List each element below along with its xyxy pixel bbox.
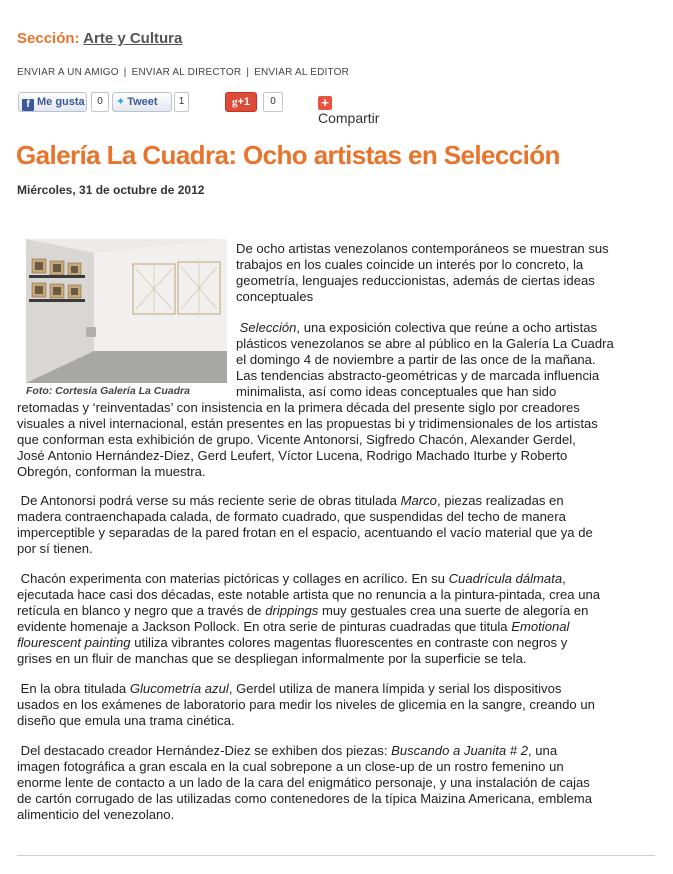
facebook-like-label: Me gusta [37,96,85,108]
footer-divider [17,855,655,856]
facebook-like-count: 0 [91,92,109,112]
share-button[interactable] [318,92,379,126]
section-label: Sección: [17,30,80,47]
section-heading [17,30,182,47]
paragraph-intro: De ocho artistas venezolanos contemporáneos se muestran sus trabajos en los cuales coincide un interés por lo concreto, la geometría, lenguajes reduccionistas, además de ciertas ideas conceptuales [236,241,609,304]
google-plus-label: +1 [237,96,251,108]
gallery-photo [26,239,227,383]
paragraph-hernandez-diez: Del destacado creador Hernández-Diez se exhiben dos piezas: Buscando a Juanita # 2, una imagen fotográfica a gran escala en la cual sobrepone a un close-up de un rostro femenino un enorme lente de contacto a un lado de la cara del enigmático personaje, y una instalación de cajas de cartón corrugado de las utilizadas como contenedores de la típica Maizina Americana, emblema alimenticio del venezolano. [17,743,592,822]
send-links [17,67,349,78]
send-to-friend-link[interactable]: ENVIAR A UN AMIGO [17,67,119,78]
facebook-icon: f [22,99,34,111]
paragraph-chacon: Chacón experimenta con materias pictóricas y collages en acrílico. En su Cuadrícula dálmata, ejecutada hace casi dos décadas, este notable artista que no renuncia a la pintura-pintada, crea una retícula en blanco y negro que a través de drippings muy gestuales crea una suerte de alegoría en evidente homenaje a Jackson Pollock. En otra serie de pinturas cuadradas que titula Emotional flourescent painting utiliza vibrantes colores magentas fluorescentes en contraste con negros y grises en un fluir de manchas que se despliegan informalmente por la superficie se tela. [17,571,601,666]
send-to-director-link[interactable]: ENVIAR AL DIRECTOR [131,67,242,78]
tweet-label: Tweet [127,96,158,108]
paragraph-antonorsi: De Antonorsi podrá verse su más reciente serie de obras titulada Marco, piezas realizadas en madera contraenchapada calada, de formato cuadrado, que suspendidas del techo de manera imperceptible y separadas de la pared frotan en el espacio, acentuando el vacío material que ya de por sí tienen. [17,493,593,556]
section-link[interactable]: Arte y Cultura [83,30,183,47]
article-date: Miércoles, 31 de octubre de 2012 [17,183,205,197]
paragraph-seleccion: Selección, una exposición colectiva que reúne a ocho artistas plásticos venezolanos se abre al público en la Galería La Cuadra el domingo 4 de noviembre a partir de las once de la mañana. Las tendencias abstracto-geométricas y de marcada influencia minimalista, así como ideas conceptuales que han sido [236,320,614,399]
facebook-like-button[interactable] [18,92,87,112]
google-plus-icon: g [231,96,238,108]
send-to-editor-link[interactable]: ENVIAR AL EDITOR [254,67,350,78]
share-label: Compartir [318,110,380,126]
paragraph-seleccion-continued: retomadas y ‘reinventadas’ con insistencia en la primera década del presente siglo por creadores visuales a nivel internacional, están presentes en las propuestas bi y tridimensionales de los artistas que conforman esta exhibición de grupo. Vicente Antonorsi, Sigfredo Chacón, Alexander Gerdel, José Antonio Hernández-Diez, Gerd Leufert, Víctor Lucena, Rodrigo Machado Iturbe y Roberto Obregón, conforman la muestra. [17,400,598,479]
article-title: Galería La Cuadra: Ocho artistas en Selección [16,140,560,170]
google-plus-count: 0 [263,92,283,112]
tweet-button[interactable] [112,92,172,112]
tweet-count: 1 [174,92,189,112]
separator: | [246,67,250,78]
google-plus-button[interactable] [225,92,257,112]
plus-icon: + [318,96,332,110]
paragraph-gerdel: En la obra titulada Glucometría azul, Gerdel utiliza de manera límpida y serial los dispositivos usados en los exámenes de laboratorio para medir los niveles de glicemia en la sangre, creando un diseño que emula una trama cinética. [17,681,595,728]
twitter-bird-icon: ✦ [116,96,126,108]
photo-caption: Foto: Cortesía Galería La Cuadra [26,385,190,397]
gallery-photo-image [26,239,227,383]
separator: | [123,67,127,78]
